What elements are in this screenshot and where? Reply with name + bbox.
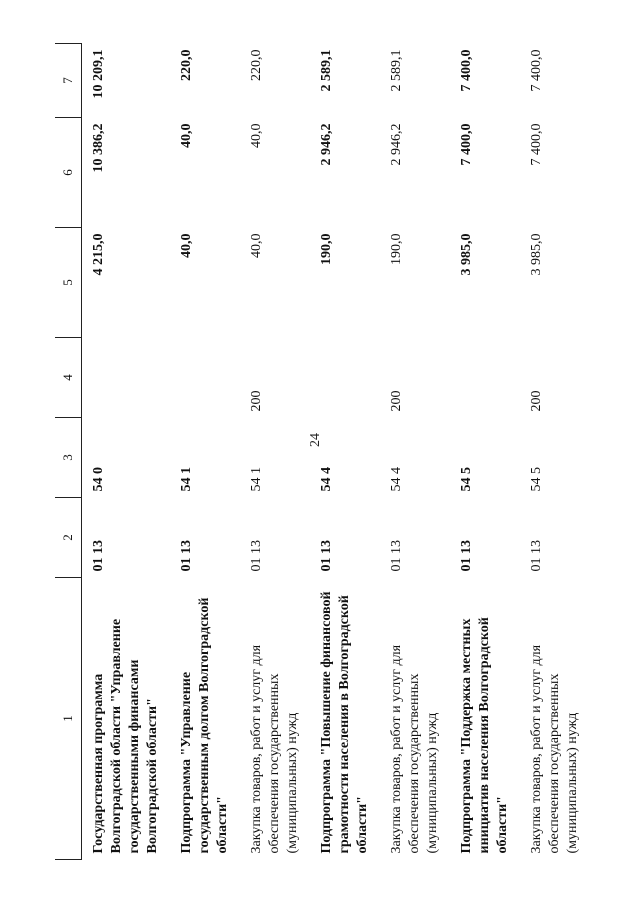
row-value-col6: 40,0 (179, 123, 194, 148)
row-program-code: 54 4 (319, 467, 334, 492)
row-name: Закупка товаров, работ и услуг для обеспечения государственных (муниципальных) нужд (529, 644, 580, 854)
row-expense-type (310, 338, 380, 418)
table-row (82, 44, 171, 860)
table-row (240, 44, 310, 860)
header-col-7: 7 (55, 44, 82, 118)
row-name: Подпрограмма "Повышение финансовой грамотности населения в Волгоградской области" (319, 591, 370, 854)
row-program-code: 54 1 (249, 467, 264, 492)
row-program-code: 54 5 (529, 467, 544, 492)
row-value-col7: 7 400,0 (529, 49, 544, 92)
row-value-col6: 2 946,2 (319, 123, 334, 166)
row-value-col5: 190,0 (319, 233, 334, 265)
row-section: 01 13 (179, 540, 194, 572)
row-value-col6: 10 386,2 (91, 123, 106, 173)
row-program-code: 54 4 (389, 467, 404, 492)
row-name: Подпрограмма "Управление государственным долгом Волгоградской области" (179, 597, 230, 854)
row-value-col6: 7 400,0 (529, 123, 544, 166)
row-section: 01 13 (529, 540, 544, 572)
table-row (310, 44, 380, 860)
row-value-col7: 220,0 (179, 49, 194, 81)
row-expense-type (450, 338, 520, 418)
row-expense-type: 200 (389, 390, 404, 412)
header-col-1: 1 (55, 578, 82, 860)
row-value-col7: 2 589,1 (389, 49, 404, 92)
row-value-col7: 7 400,0 (459, 49, 474, 92)
header-col-2: 2 (55, 498, 82, 578)
rotated-table-container (55, 44, 585, 860)
table-row (450, 44, 520, 860)
row-value-col6: 2 946,2 (389, 123, 404, 166)
table-row (520, 44, 590, 860)
row-section: 01 13 (91, 540, 106, 572)
row-value-col7: 2 589,1 (319, 49, 334, 92)
row-value-col7: 10 209,1 (91, 49, 106, 99)
header-col-6: 6 (55, 118, 82, 228)
row-section: 01 13 (389, 540, 404, 572)
row-value-col5: 40,0 (179, 233, 194, 258)
budget-table (55, 43, 590, 860)
row-name: Закупка товаров, работ и услуг для обеспечения государственных (муниципальных) нужд (249, 644, 300, 854)
row-expense-type: 200 (249, 390, 264, 412)
table-row (170, 44, 240, 860)
row-program-code: 54 5 (459, 467, 474, 492)
header-col-4: 4 (55, 338, 82, 418)
row-value-col5: 190,0 (389, 233, 404, 265)
row-value-col5: 3 985,0 (529, 233, 544, 276)
row-section: 01 13 (249, 540, 264, 572)
row-value-col5: 3 985,0 (459, 233, 474, 276)
table-body (82, 44, 591, 860)
row-expense-type: 200 (529, 390, 544, 412)
row-program-code: 54 0 (91, 467, 106, 492)
row-value-col6: 40,0 (249, 123, 264, 148)
row-value-col5: 40,0 (249, 233, 264, 258)
row-expense-type (170, 338, 240, 418)
row-name: Подпрограмма "Поддержка местных инициатив населения Волгоградской области" (459, 617, 510, 854)
row-section: 01 13 (319, 540, 334, 572)
row-value-col6: 7 400,0 (459, 123, 474, 166)
table-header-row (55, 44, 82, 860)
header-col-5: 5 (55, 228, 82, 338)
header-col-3: 3 (55, 418, 82, 498)
row-name: Государственная программа Волгоградской области "Управление государственными финансами Волгоградской области" (91, 618, 160, 854)
row-value-col7: 220,0 (249, 49, 264, 81)
row-program-code: 54 1 (179, 467, 194, 492)
row-name: Закупка товаров, работ и услуг для обеспечения государственных (муниципальных) нужд (389, 644, 440, 854)
row-section: 01 13 (459, 540, 474, 572)
row-value-col5: 4 215,0 (91, 233, 106, 276)
row-expense-type (82, 338, 171, 418)
page-number: 24 (308, 433, 323, 447)
table-row (380, 44, 450, 860)
